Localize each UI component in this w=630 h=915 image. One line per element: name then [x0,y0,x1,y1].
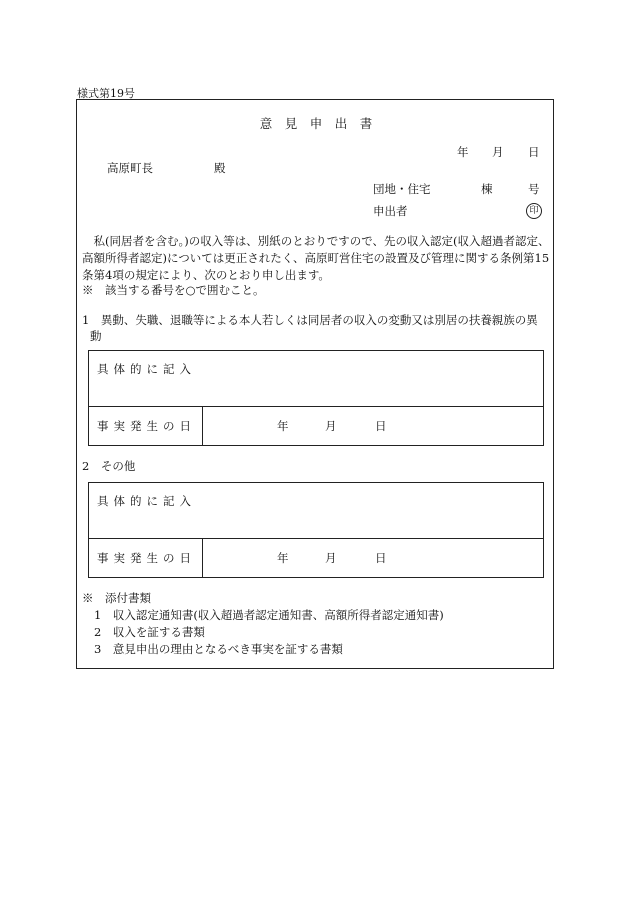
item2-detail-label: 具体的に記入 [97,494,196,508]
building-label: 棟 [481,182,493,196]
form-title: 意 見 申 出 書 [259,116,373,131]
seal-mark: 印 [526,203,542,219]
form-frame [76,99,554,669]
applicant-label: 申出者 [373,204,408,218]
addressee-honorific: 殿 [214,161,226,175]
housing-label: 団地・住宅 [373,182,431,196]
date-year-label: 年 [457,145,469,159]
form-number: 様式第19号 [77,87,135,100]
selection-note: ※ 該当する番号を○で囲むこと。 [82,283,265,297]
item2-date-label: 事実発生の日 [97,551,196,565]
attachment-item: 1 収入認定通知書(収入超過者認定通知書、高額所得者認定通知書) [94,608,444,622]
item1-detail-label: 具体的に記入 [97,362,196,376]
item2-divider [202,538,203,577]
body-paragraph: 私(同居者を含む。)の収入等は、別紙のとおりですので、先の収入認定(収入超過者認定、高額所得者認定)については更正されたく、高原町営住宅の設置及び管理に関する条例第15条第4項の規定により、次のとおり申し出ます。 [82,234,550,282]
attachment-item: 3 意見申出の理由となるべき事実を証する書類 [94,642,343,656]
item2-day: 日 [375,551,387,565]
item1-heading: 1 異動、失職、退職等による本人若しくは同居者の収入の変動又は別居の扶養親族の異 [82,313,538,327]
item2-detail-row [89,483,543,539]
unit-number-label: 号 [528,182,540,196]
item1-heading-cont: 動 [90,329,102,343]
item2-heading: 2 その他 [82,459,136,473]
attachments-heading: ※ 添付書類 [82,591,151,605]
date-month-label: 月 [492,145,504,159]
item1-divider [202,406,203,445]
item2-month: 月 [325,551,337,565]
item1-year: 年 [277,419,289,433]
item1-month: 月 [325,419,337,433]
item1-day: 日 [375,419,387,433]
attachment-item: 2 収入を証する書類 [94,625,205,639]
item2-box [88,482,544,578]
item1-date-label: 事実発生の日 [97,419,196,433]
item2-date-row [89,538,543,577]
addressee-mayor: 高原町長 [107,161,153,175]
item1-date-row [89,406,543,445]
item1-detail-row [89,351,543,407]
item2-year: 年 [277,551,289,565]
date-day-label: 日 [528,145,540,159]
item1-box [88,350,544,446]
